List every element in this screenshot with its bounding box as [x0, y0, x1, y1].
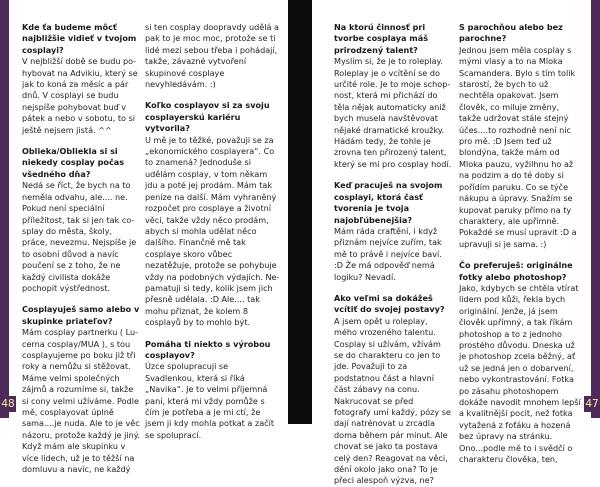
interview-question: Koľko cosplayov si za svoju cosplayerskú kariéru vytvorila?: [145, 100, 270, 134]
section-spacer: [334, 170, 452, 180]
left-edge-bar: [0, 0, 9, 418]
left-column-1: [22, 22, 140, 475]
interview-question: Keď pracuješ na svojom cosplayi, ktorá časť tvorenia je tvoja najobľúbenejšia?: [334, 180, 443, 225]
interview-question: Pomáha ti niekto s výrobou cosplayov?: [145, 338, 271, 360]
interview-answer: Mám cosplay partnerku ( Lucerna cosplay/MUA ), s tou cosplayujeme po boku již tři roky a nemůžu si stěžovat. Máme velmi společných zájmů a rozumíme si, takže si cony velmi užíváme. Podle mě, cosplayovat úplně sama....je nuda. Ale to je věc názoru, protože každý je jiný. Když mám ale skupinku v více lidech, už je to těžší na domluvu a navíc, ne každý: [22, 327, 140, 475]
section-spacer: [22, 294, 140, 304]
left-column-2: [145, 22, 280, 441]
right-page: [312, 0, 600, 486]
interview-question: Čo preferuješ: originálne fotky alebo photoshop?: [459, 260, 573, 282]
interview-answer: Jako, kdybych se chtěla vtírat lidem pod kůži, řekla bych originální. Jenže, já jsem člověk upřímný, a tak říkám photoshop a to z jednoho prostého důvodu. Dneska už je photoshop zcela běžný, ať už se jedná jen o dobarvení, nebo vykontrastování. Fotka po zásahu photoshopem dokáže navodit mnohem lepší a kvalitnější pocit, než fotka vytažená z foťáku a hozená bez úpravy na stránku. Ono...podle mě to i svědčí o charakteru člověka, ten,: [459, 282, 581, 465]
interview-question: Kde ťa budeme môcť najbližšie vidieť v tvojom cosplayi?: [22, 22, 137, 55]
right-column-2: [459, 22, 583, 465]
interview-answer: Jednou jsem měla cosplay s mými vlasy a to na Mloka Scamandera. Bylo s tím tolik starostí, že bych to už nechtěla opakovat. Jsem člověk, co miluje změny, takže udržovat stále stejný účes....to rozhodně není nic pro mě. :D Jsem teď už blondýna, takže mám od Mloka pauzu, vyžilhnu ho až na podzim a do té doby si pořídím paruku. Co se týče nákupu a úpravy. Snažím se kupovat paruky přímo na ty charaktery, ale upřímně. Pokaždé se musí upravit :D a upravuji si je sama. :): [459, 44, 577, 249]
interview-question: Cosplayuješ samo alebo v skupinke priateľov?: [22, 304, 140, 326]
interview-answer: U mě je to těžké, považuji se za „ekonomického cosplayera“. Co to znamená? Jednoduše si udělám cosplay, v tom někam jdu a poté jej prodám. Mám tak peníze na další. Mám vyhraněný rozpočet pro cosplaye a životní věci, takže vždy něco prodám, abych si mohla udělat něco dalšího. Finančně mě tak cosplaye skoro vůbec nezatěžuje, protože se pohybuje vždy na podobných výdajích. Nepamatuji si tedy, kolik jsem jich přesně udělala. :D Ale.... tak mohu přiznat, že kolem 8 cosplayů by to mohlo být.: [145, 134, 280, 328]
interview-answer: Myslím si, že je to roleplay. Roleplay je o vcítění se do určité role. Je to moje schopnost, která mi přichází do těla nějak automaticky aniž bych musela navštěvovat nějaké dramatické kroužky. Hádám tedy, že tohle je zrovna ten přirozený talent, který se mi pro cosplay hodí.: [334, 56, 452, 169]
interview-answer: V nejbližší době se budu pohybovat na Advikiu, který se jak to koná za měsíc a pár dnů. V cosplayi se budu nejspíše pohybovat buď v pátek a nebo v sobotu, to si ještě nejsem jistá. ^^: [22, 56, 138, 135]
interview-answer: si ten cosplay doopravdy udělá a pak to je moc moc, protože se ti lidé mezi sebou třeba i pohádají, takže, závazné vytvoření skupinové cosplaye nevyhledávám. :): [145, 22, 279, 90]
page-number: 48: [1, 398, 15, 410]
section-spacer: [145, 90, 280, 100]
interview-question: Na ktorú činnosť pri tvorbe cosplaya máš prirodzený talent?: [334, 22, 429, 55]
interview-answer: Mám ráda craftění, i když přiznám nejvíce zuřím, tak mě to právě i nejvíce baví. :D Že má odpověď nemá logiku? Nevadí.: [334, 225, 442, 282]
section-spacer: [22, 136, 140, 146]
section-spacer: [145, 329, 280, 339]
left-page: [0, 0, 288, 475]
book-gutter: [288, 0, 312, 424]
section-spacer: [459, 250, 583, 260]
interview-answer: Úzce spolupracuji se Svadlenkou, která si říká „Navika“. Je to velmi příjemná paní, která mi vždy pomůže s čím je potřeba a je mi ctí, že jsem ji kdy mohla potkat a začít se spoluprací.: [145, 361, 275, 440]
interview-answer: Nedá se říct, že bych na to neměla odvahu, ale.... ne. Pokud není speciální příležitost, tak si jen tak cosplay do města, školy, práce, nevezmu. Nejspíše je to osobní důvod a navíc poučení se z toho, že ne každý civilista dokáže pochopit výstřednost.: [22, 180, 137, 293]
interview-question: Ako veľmi sa dokážeš vcítiť do svojej postavy?: [334, 292, 445, 315]
page-number: 47: [585, 398, 599, 410]
interview-answer: A jsem opět u roleplay, mého vrozeného talentu. Cosplay si užívám, vžívám se do charakteru co jen to jde. Považuji to za podstatnou část a hlavní část zábavy na conu. Nakrucovat se před fotografy umí každý, pózy se dají natrénovat u zrcadla doma během pár minut. Ale chovat se jako ta postava celý den? Reagovat na věci, dění okolo jako ona? To je přeci alespoň výzva, ne?: [334, 315, 451, 486]
interview-question: S parochňou alebo bez parochne?: [459, 22, 563, 44]
section-spacer: [334, 283, 452, 293]
interview-question: Oblieka/Obliekla si si niekedy cosplay počas všedného dňa?: [22, 146, 125, 179]
right-edge-bar: [591, 0, 600, 418]
right-column-1: [334, 22, 452, 487]
